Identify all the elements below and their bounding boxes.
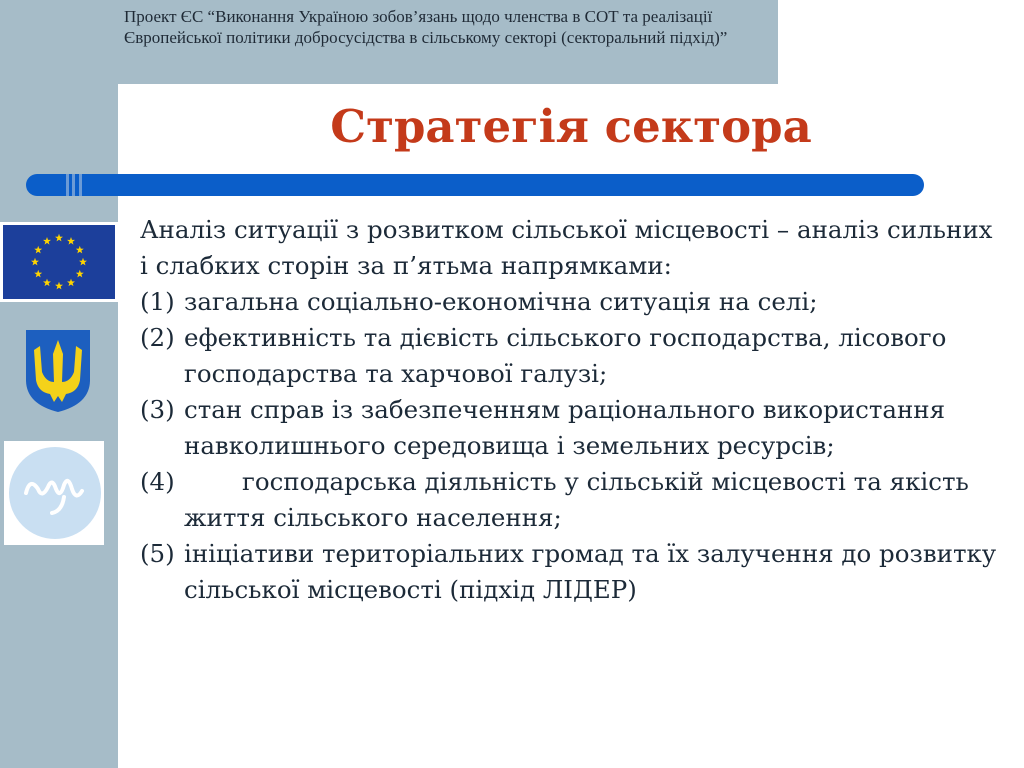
item-text: загальна соціально-економічна ситуація на селі; (184, 287, 818, 316)
item-text: господарська діяльність у сільській місцевості та якість життя сільського населення; (184, 467, 969, 532)
list-item (140, 284, 1000, 320)
directions-list (140, 284, 1000, 608)
slide-title: Стратегія сектора (330, 100, 812, 153)
project-name: Проект ЄС “Виконання Україною зобов’язань щодо членства в СОТ та реалізації Європейської політики добросусідства в сільському секторі (секторальний підхід)” (124, 7, 728, 47)
eu-flag-icon (0, 222, 118, 302)
list-item (140, 464, 1000, 536)
slide-body (140, 212, 1000, 608)
item-number: (1) (140, 287, 175, 316)
item-text: стан справ із забезпеченням раціонального використання навколишнього середовища і земельних ресурсів; (184, 395, 946, 460)
intro-text: Аналіз ситуації з розвитком сільської місцевості – аналіз сильних і слабких сторін за п’ятьма напрямками: (140, 215, 993, 280)
item-text: ініціативи територіальних громад та їх залучення до розвитку сільської місцевості (підхід ЛІДЕР) (184, 539, 997, 604)
item-number: (3) (140, 395, 175, 424)
item-number: (5) (140, 539, 175, 568)
list-item (140, 536, 1000, 608)
item-text: ефективність та дієвість сільського господарства, лісового господарства та харчової галузі; (184, 323, 947, 388)
list-item (140, 392, 1000, 464)
tryzub-icon (22, 326, 94, 414)
item-number: (2) (140, 323, 175, 352)
round-logo-icon (4, 441, 104, 545)
title-divider (26, 174, 924, 196)
list-item (140, 320, 1000, 392)
item-number: (4) (140, 467, 175, 496)
